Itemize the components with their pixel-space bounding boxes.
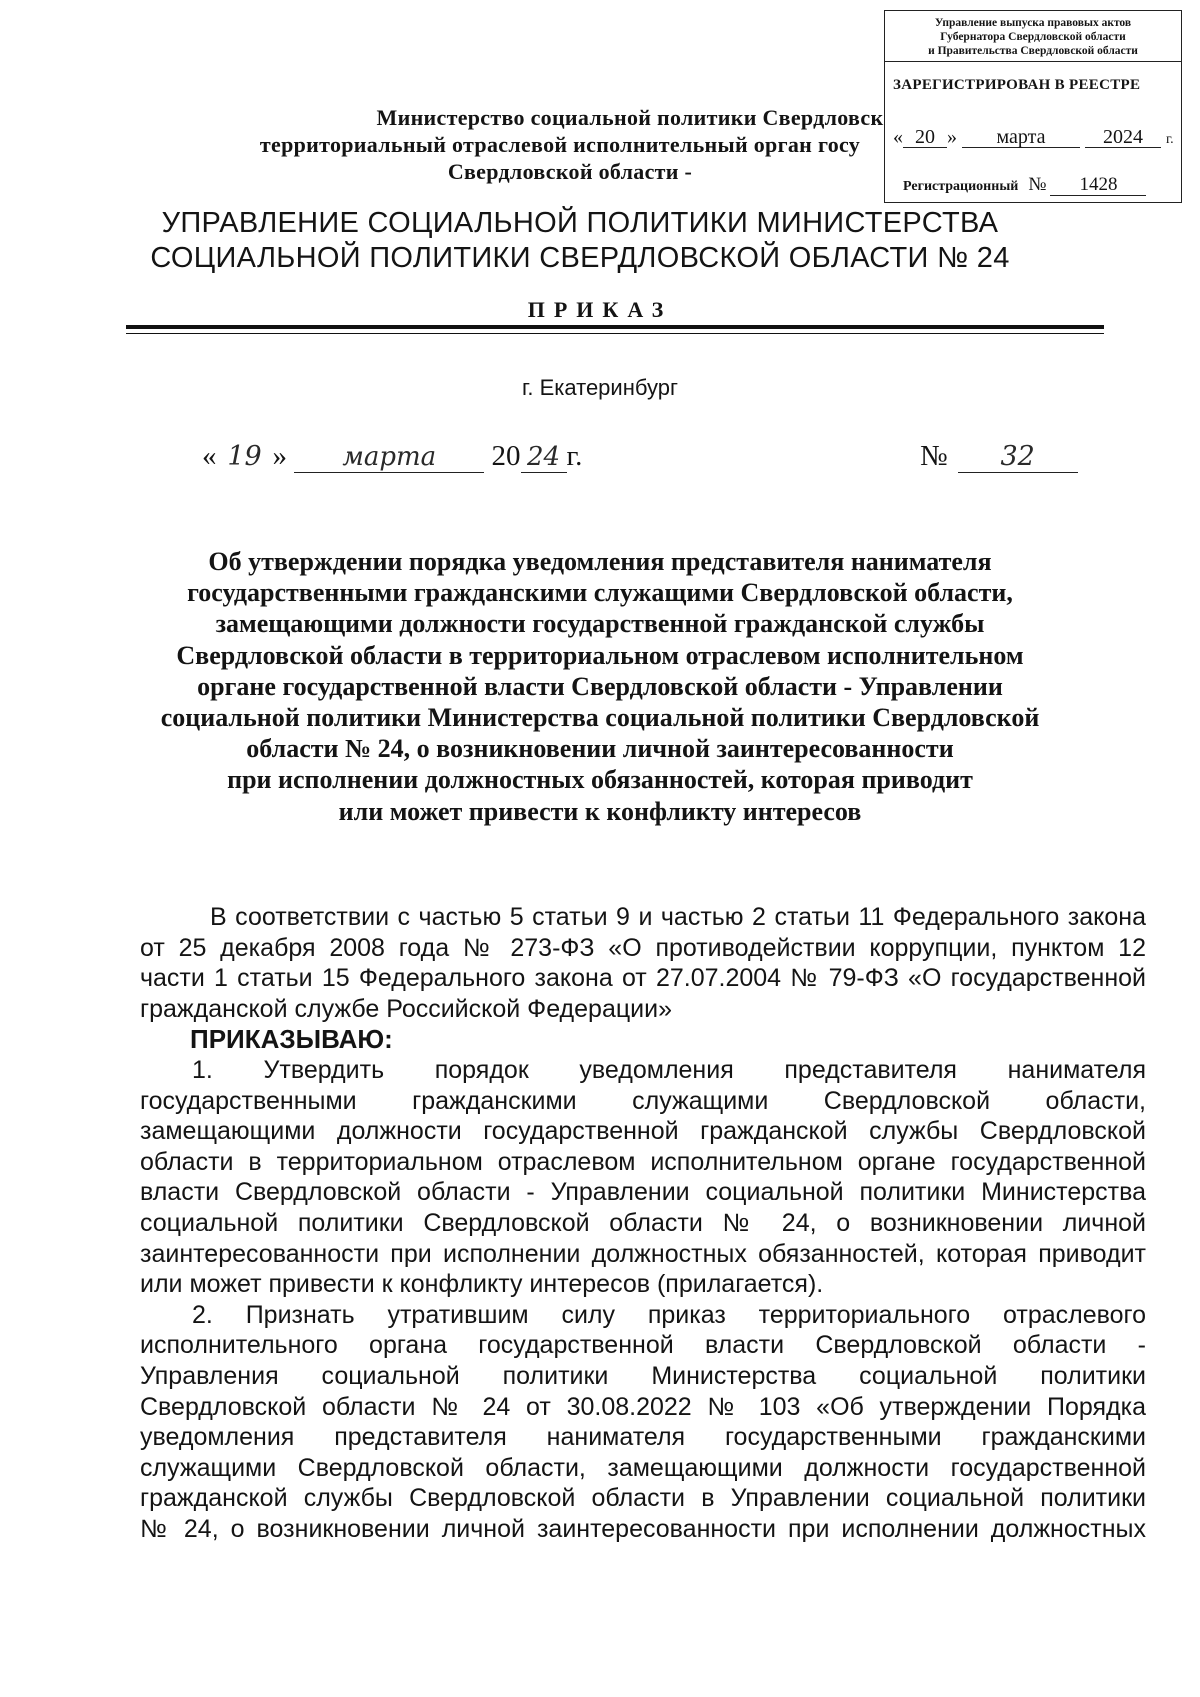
ministry-header <box>120 104 1000 185</box>
order-title <box>130 546 1070 827</box>
date-day-handwritten: 19 <box>227 441 262 472</box>
stamp-reg-no-sign: № <box>1028 174 1047 195</box>
date-year-prefix: 20 <box>491 440 521 472</box>
stamp-registered-label: ЗАРЕГИСТРИРОВАН В РЕЕСТРЕ <box>893 77 1141 93</box>
item1-line: области в территориальном отраслевом исполнительном органе государственной <box>140 1147 1146 1176</box>
item2-line: гражданской службы Свердловской области в Управлении социальной политики <box>140 1484 1146 1513</box>
header-rule-thick <box>126 325 1104 329</box>
title-line: или может привести к конфликту интересов <box>338 796 862 826</box>
date-month-handwritten: марта <box>294 442 484 473</box>
stamp-month: марта <box>962 127 1080 148</box>
item1-line: заинтересованности при исполнении должностных обязанностей, которая приводит <box>140 1239 1146 1268</box>
item1-line: социальной политики Свердловской области № 24, о возникновении личной <box>140 1208 1146 1237</box>
stamp-header-line: Губернатора Свердловской области <box>940 31 1126 43</box>
ministry-line: Министерство социальной политики Свердловск <box>376 105 884 130</box>
preamble-line: части 1 статьи 15 Федерального закона от 27.07.2004 № 79-ФЗ «О государственной <box>140 964 1146 993</box>
item2-line: № 24, о возникновении личной заинтересованности при исполнении должностных <box>140 1514 1146 1543</box>
item2-line: уведомления представителя нанимателя государственными гражданскими <box>140 1423 1146 1452</box>
title-line: органе государственной власти Свердловской области - Управлении <box>197 671 1003 701</box>
item2-line: Управления социальной политики Министерства социальной политики <box>140 1361 1146 1390</box>
item1-line: или может привести к конфликту интересов (прилагается). <box>140 1270 824 1299</box>
item1-line: 1. Утвердить порядок уведомления представителя нанимателя <box>192 1055 1146 1084</box>
stamp-reg-value: 1428 <box>1050 175 1146 196</box>
item1-line: государственными гражданскими служащими Свердловской области, <box>140 1086 1146 1115</box>
item2-line: исполнительного органа государственной власти Свердловской области - <box>140 1331 1146 1360</box>
stamp-open-quote: « <box>893 126 903 148</box>
document-type: ПРИКАЗ <box>527 297 673 322</box>
title-line: замещающими должности государственной гражданской службы <box>215 609 985 639</box>
item1-line: замещающими должности государственной гражданской службы Свердловской <box>140 1117 1146 1146</box>
date-year-handwritten: 24 <box>521 442 567 473</box>
item1-line: власти Свердловской области - Управлении социальной политики Министерства <box>140 1178 1146 1207</box>
department-line: УПРАВЛЕНИЕ СОЦИАЛЬНОЙ ПОЛИТИКИ МИНИСТЕРСТВА <box>161 207 999 239</box>
stamp-header-line: Управление выпуска правовых актов <box>934 17 1132 29</box>
title-line: при исполнении должностных обязанностей, которая приводит <box>227 765 973 795</box>
header-rule-thin <box>126 333 1104 334</box>
title-line: социальной политики Министерства социальной политики Свердловской <box>160 703 1040 733</box>
stamp-reg-label: Регистрационный <box>903 179 1019 194</box>
title-line: государственными гражданскими служащими Свердловской области, <box>187 578 1013 608</box>
order-number <box>920 440 1078 473</box>
city: г. Екатеринбург <box>522 375 678 400</box>
stamp-close-quote: » <box>947 126 957 148</box>
order-date <box>202 440 582 480</box>
item2-line: служащими Свердловской области, замещающими должности государственной <box>140 1453 1146 1482</box>
ministry-line: Свердловской области - <box>447 159 693 184</box>
department-line: СОЦИАЛЬНОЙ ПОЛИТИКИ СВЕРДЛОВСКОЙ ОБЛАСТИ № 24 <box>150 242 1010 274</box>
title-line: Свердловской области в территориальном отраслевом исполнительном <box>176 640 1024 670</box>
stamp-header <box>885 11 1181 62</box>
title-line: области № 24, о возникновении личной заинтересованности <box>246 734 954 764</box>
order-body <box>140 902 1146 1544</box>
number-sign: № <box>920 440 948 472</box>
stamp-day: 20 <box>903 127 947 148</box>
date-close-quote: » <box>272 440 287 472</box>
title-line: Об утверждении порядка уведомления представителя нанимателя <box>208 547 992 576</box>
department-name <box>130 206 1030 276</box>
order-number-handwritten: 32 <box>958 442 1078 473</box>
item2-line: Свердловской области № 24 от 30.08.2022 № 103 «Об утверждении Порядка <box>140 1392 1146 1421</box>
preamble-line: гражданской службе Российской Федерации» <box>140 994 672 1023</box>
date-open-quote: « <box>202 440 217 472</box>
stamp-year-suffix: г. <box>1166 132 1174 147</box>
preamble-line: от 25 декабря 2008 года № 273-ФЗ «О противодействии коррупции, пунктом 12 <box>140 933 1146 962</box>
stamp-header-line: и Правительства Свердловской области <box>928 45 1138 57</box>
preamble-line: В соответствии с частью 5 статьи 9 и частью 2 статьи 11 Федерального закона <box>210 903 1146 931</box>
item2-line: 2. Признать утратившим силу приказ территориального отраслевого <box>192 1300 1146 1329</box>
stamp-year: 2024 <box>1085 127 1161 148</box>
date-year-end: г. <box>566 440 583 472</box>
ministry-line: территориальный отраслевой исполнительный орган госу <box>259 132 861 157</box>
order-directive: ПРИКАЗЫВАЮ: <box>190 1024 393 1055</box>
